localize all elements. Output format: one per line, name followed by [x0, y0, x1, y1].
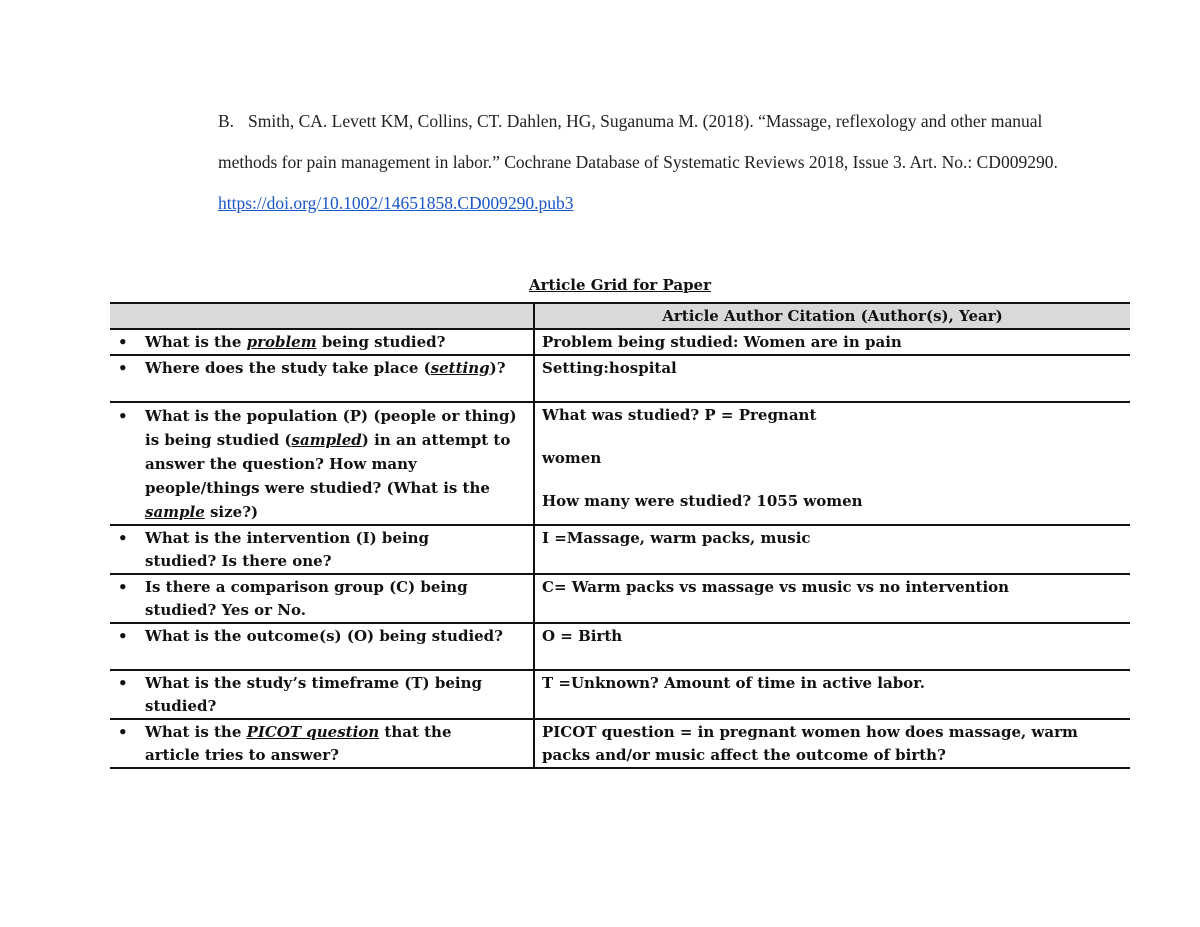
- bullet-icon: •: [118, 627, 128, 645]
- table-row: [110, 719, 1130, 768]
- question-text: What is the outcome(s) (O) being studied?: [145, 627, 503, 645]
- question-cell: [110, 525, 534, 574]
- bullet-icon: •: [118, 674, 128, 692]
- answer-cell: Setting:hospital: [534, 355, 1130, 402]
- answer-line: How many were studied? 1055 women: [542, 492, 863, 510]
- header-blank-cell: [110, 303, 534, 329]
- question-cell: [110, 402, 534, 525]
- table-row: [110, 525, 1130, 574]
- question-text: What is the population (P) (people or thing) is being studied (sampled) in an attempt to answer the question? How many people/things were studied? (What is the sample size?): [145, 407, 517, 521]
- grid-title: Article Grid for Paper: [529, 276, 711, 294]
- question-cell: [110, 623, 534, 670]
- table-row: [110, 623, 1130, 670]
- table-row: [110, 329, 1130, 355]
- bullet-icon: •: [118, 359, 128, 377]
- table-row: [110, 402, 1130, 525]
- list-marker: B.: [218, 111, 235, 131]
- bullet-icon: •: [118, 333, 128, 351]
- bullet-icon: •: [118, 723, 128, 741]
- answer-cell: T =Unknown? Amount of time in active labor.: [534, 670, 1130, 719]
- answer-cell: O = Birth: [534, 623, 1130, 670]
- question-cell: [110, 574, 534, 623]
- citation-text-2: methods for pain management in labor.” Cochrane Database of Systematic Reviews 2018, Issue 3. Art. No.: CD009290.: [218, 152, 1058, 172]
- citation-line-2: [218, 149, 1118, 190]
- answer-cell: C= Warm packs vs massage vs music vs no intervention: [534, 574, 1130, 623]
- answer-line: What was studied? P = Pregnant: [542, 406, 817, 424]
- question-cell: [110, 355, 534, 402]
- question-text: Where does the study take place (setting)?: [145, 359, 506, 377]
- question-text: What is the intervention (I) being studied? Is there one?: [145, 529, 430, 570]
- answer-cell: Problem being studied: Women are in pain: [534, 329, 1130, 355]
- answer-line: women: [542, 449, 602, 467]
- citation-text-1: Smith, CA. Levett KM, Collins, CT. Dahlen, HG, Suganuma M. (2018). “Massage, reflexology and other manual: [248, 111, 1043, 131]
- answer-cell: I =Massage, warm packs, music: [534, 525, 1130, 574]
- bullet-icon: •: [118, 407, 128, 425]
- answer-cell: [534, 402, 1130, 525]
- doi-link[interactable]: https://doi.org/10.1002/14651858.CD009290.pub3: [218, 193, 574, 213]
- question-text: Is there a comparison group (C) being studied? Yes or No.: [145, 578, 468, 619]
- question-cell: [110, 719, 534, 768]
- answer-cell: PICOT question = in pregnant women how does massage, warm packs and/or music affect the outcome of birth?: [534, 719, 1130, 768]
- citation-line-3: [218, 190, 1118, 231]
- bullet-icon: •: [118, 578, 128, 596]
- header-citation-cell: Article Author Citation (Author(s), Year): [534, 303, 1130, 329]
- reference-citation: [218, 108, 1118, 231]
- table-header-row: [110, 303, 1130, 329]
- citation-line-1: [218, 108, 1118, 149]
- article-grid-table: [110, 302, 1130, 769]
- table-row: [110, 670, 1130, 719]
- question-cell: [110, 329, 534, 355]
- table-row: [110, 355, 1130, 402]
- question-text: What is the study’s timeframe (T) being studied?: [145, 674, 482, 715]
- bullet-icon: •: [118, 529, 128, 547]
- question-cell: [110, 670, 534, 719]
- table-row: [110, 574, 1130, 623]
- question-text: What is the problem being studied?: [145, 333, 446, 351]
- question-text: What is the PICOT question that the article tries to answer?: [145, 723, 452, 764]
